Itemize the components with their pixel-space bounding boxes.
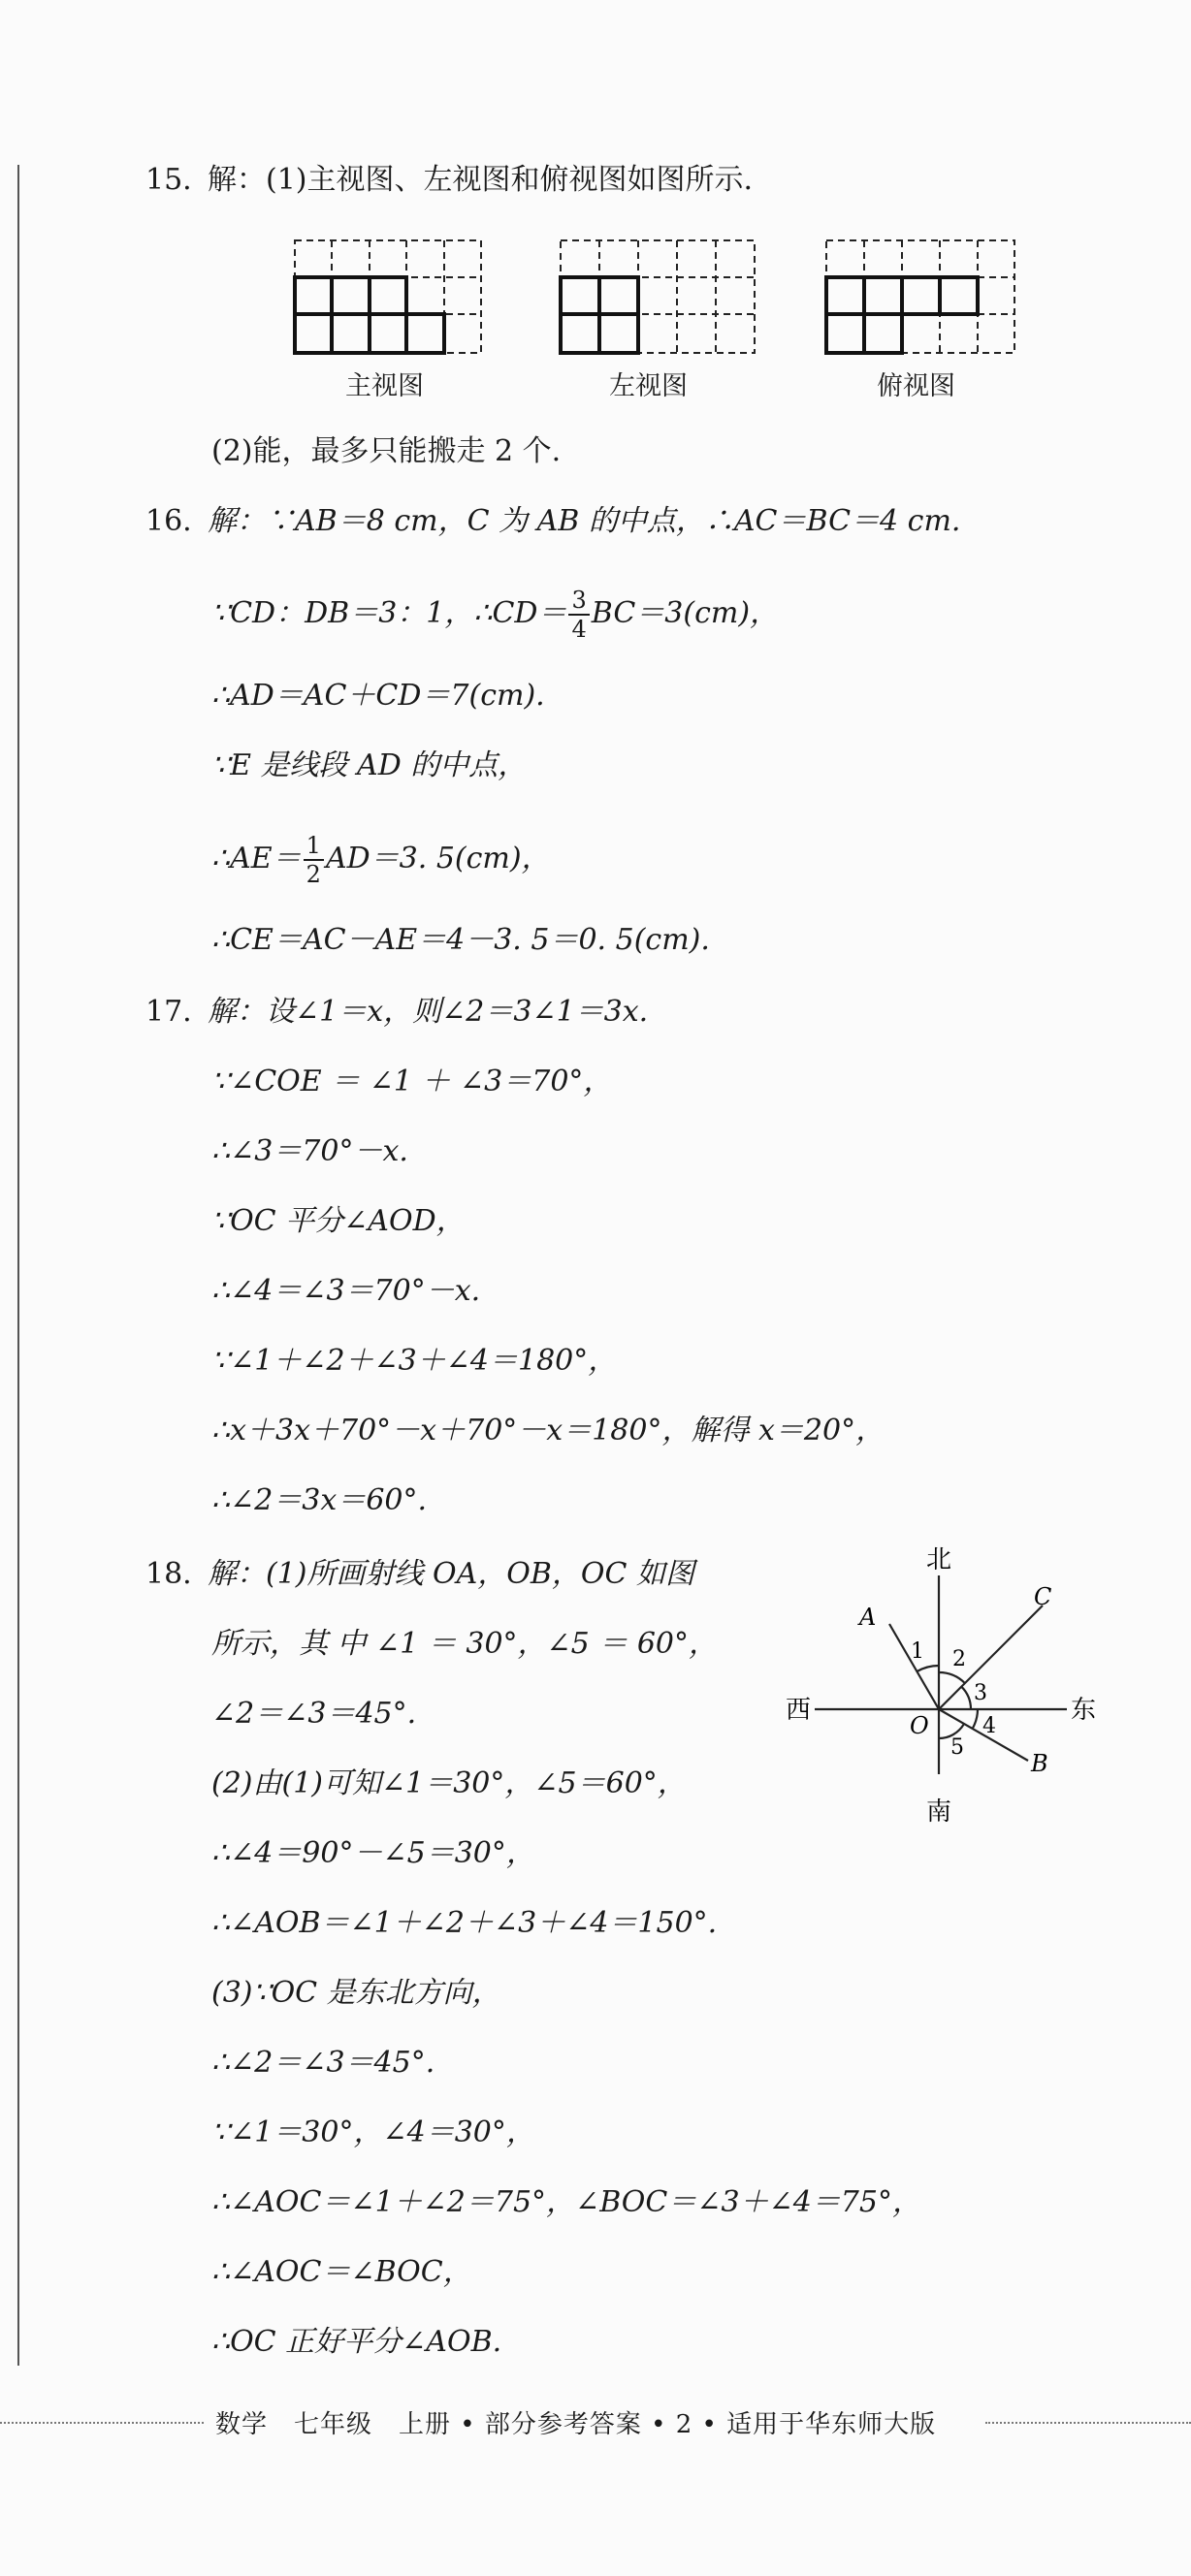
- q16-text-1: 解：∵AB＝8 cm，C 为 AB 的中点，∴AC＝BC＝4 cm.: [208, 504, 961, 538]
- q18-line-7: (3)∵OC 是东北方向，: [211, 1976, 501, 2010]
- q18-line-1: [145, 1555, 694, 1594]
- q18-line-10: ∴∠AOC＝∠1＋∠2＝75°，∠BOC＝∠3＋∠4＝75°，: [211, 2185, 921, 2219]
- q16-line-1: [145, 502, 960, 541]
- q16-line-5: [211, 832, 551, 888]
- angle-2-label: 2: [952, 1647, 966, 1671]
- q16-number: 16.: [145, 504, 192, 538]
- fraction-denominator: 2: [306, 861, 321, 888]
- q18-text-1: 解：(1)所画射线 OA，OB，OC 如图: [208, 1557, 695, 1591]
- north-label: 北: [925, 1546, 952, 1574]
- side-view-solid: [561, 277, 638, 353]
- fraction-three-quarters: [568, 587, 589, 643]
- top-view-dashed-grid: [826, 240, 1014, 353]
- q16-text-2b: BC＝3(cm)，: [591, 596, 780, 630]
- q15-line: [145, 161, 753, 200]
- q18-line-6: ∴∠AOB＝∠1＋∠2＋∠3＋∠4＝150°.: [211, 1906, 718, 1940]
- fraction-numerator: 3: [568, 587, 589, 616]
- ray-b-label: B: [1031, 1750, 1048, 1777]
- q17-number: 17.: [145, 995, 192, 1029]
- q18-number: 18.: [145, 1557, 192, 1591]
- side-view-caption: 左视图: [609, 371, 688, 401]
- q17-line-3: ∴∠3＝70°－x.: [211, 1134, 408, 1168]
- q16-text-6: ∴CE＝AC－AE＝4－3. 5＝0. 5(cm).: [211, 923, 710, 957]
- front-view-dashed-grid: [295, 240, 481, 353]
- q16-text-3: ∴AD＝AC＋CD＝7(cm).: [211, 679, 545, 713]
- footer-text: 数学 七年级 上册 • 部分参考答案 • 2 • 适用于华东师大版: [215, 2410, 937, 2439]
- angle-4-label: 4: [982, 1714, 996, 1738]
- ray-a-label: A: [859, 1604, 877, 1631]
- fraction-one-half: [304, 832, 324, 888]
- q17-line-5: ∴∠4＝∠3＝70°－x.: [211, 1274, 481, 1308]
- q15-number: 15.: [145, 163, 192, 197]
- west-label: 西: [786, 1696, 812, 1725]
- east-label: 东: [1071, 1696, 1097, 1725]
- ray-c-label: C: [1034, 1583, 1052, 1610]
- q17-line-1: [145, 993, 648, 1032]
- fraction-denominator: 4: [571, 616, 587, 643]
- q18-line-2: 所示，其 中 ∠1 ＝ 30°，∠5 ＝ 60°，: [211, 1627, 719, 1661]
- q16-text-4: ∵E 是线段 AD 的中点，: [211, 748, 528, 782]
- q16-text-5a: ∴AE＝: [211, 842, 302, 875]
- q16-text-5b: AD＝3. 5(cm)，: [325, 842, 551, 875]
- angle-2-arc: [939, 1672, 965, 1683]
- page-footer: [0, 2404, 1191, 2443]
- q16-line-4: [211, 747, 527, 785]
- angle-3-label: 3: [974, 1681, 987, 1705]
- three-views-figure: [287, 239, 1024, 355]
- q15-answer: (2)能，最多只能搬走 2 个.: [211, 434, 562, 468]
- angle-1-label: 1: [911, 1639, 924, 1664]
- angle-3-arc: [961, 1687, 971, 1709]
- top-view-solid: [826, 277, 978, 353]
- angle-4-arc: [973, 1709, 978, 1729]
- q18-line-5: ∴∠4＝90°－∠5＝30°，: [211, 1836, 535, 1870]
- q17-line-7: ∴x＋3x＋70°－x＋70°－x＝180°，解得 x＝20°，: [211, 1414, 885, 1447]
- q17-line-4: ∵OC 平分∠AOD，: [211, 1204, 466, 1238]
- compass-diagram: [776, 1546, 1115, 1857]
- q18-line-3: ∠2＝∠3＝45°.: [211, 1697, 417, 1731]
- q18-line-8: ∴∠2＝∠3＝45°.: [211, 2046, 435, 2080]
- q18-line-9: ∵∠1＝30°，∠4＝30°，: [211, 2115, 535, 2149]
- q17-text-1: 解：设∠1＝x，则∠2＝3∠1＝3x.: [208, 995, 649, 1029]
- q18-line-12: ∴OC 正好平分∠AOB.: [211, 2325, 502, 2359]
- angle-1-arc: [917, 1666, 940, 1671]
- front-view-caption: 主视图: [345, 371, 424, 401]
- q16-text-2a: ∵CD：DB＝3：1，∴CD＝: [211, 596, 567, 630]
- q16-line-6: [211, 921, 710, 960]
- q18-line-4: (2)由(1)可知∠1＝30°，∠5＝60°，: [211, 1766, 687, 1800]
- front-view-solid: [295, 277, 444, 353]
- q15-text: 解：(1)主视图、左视图和俯视图如图所示.: [208, 163, 754, 197]
- q16-line-2: [211, 587, 779, 643]
- q17-line-8: ∴∠2＝3x＝60°.: [211, 1483, 428, 1517]
- footer-dotted-rule-left: [0, 2422, 204, 2424]
- fraction-numerator: 1: [304, 832, 324, 861]
- q16-line-3: [211, 677, 545, 716]
- footer-dotted-rule-right: [985, 2422, 1191, 2424]
- south-label: 南: [925, 1797, 952, 1827]
- origin-label: O: [910, 1712, 929, 1739]
- left-margin-rule: [17, 165, 19, 2366]
- top-view-caption: 俯视图: [877, 371, 955, 401]
- side-view-dashed-grid: [561, 240, 755, 353]
- q17-line-2: ∵∠COE ＝ ∠1 ＋ ∠3＝70°，: [211, 1065, 613, 1098]
- q17-line-6: ∵∠1＋∠2＋∠3＋∠4＝180°，: [211, 1344, 618, 1378]
- q18-line-11: ∴∠AOC＝∠BOC，: [211, 2255, 472, 2289]
- angle-5-label: 5: [950, 1735, 964, 1760]
